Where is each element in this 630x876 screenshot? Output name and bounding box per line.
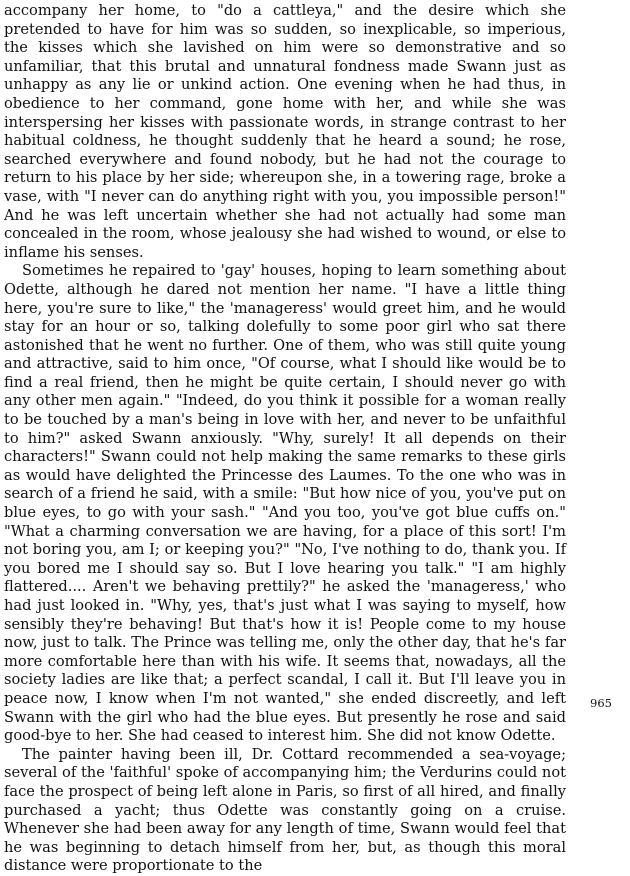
paragraph-3: The painter having been ill, Dr. Cottard recommended a sea-voyage; several of the 'faithful' spoke of accompanying him; the Verdurins could not face the prospect of being left alone in Paris, so first of all hired, and finally purchased a yacht; thus Odette was constantly going on a cruise. Whenever she had been away for any length of time, Swann would feel that he was beginning to detach himself from her, but, as though this moral distance were proportionate to the (4, 745, 566, 875)
paragraph-1: accompany her home, to "do a cattleya," and the desire which she pretended to have for him was so sudden, so inexplicable, so imperious, the kisses which she lavished on him were so demonstrative and so unfamiliar, that this brutal and unnatural fondness made Swann just as unhappy as any lie or unkind action. One evening when he had thus, in obedience to her command, gone home with her, and while she was interspersing her kisses with passionate words, in strange contrast to her habitual coldness, he thought suddenly that he heard a sound; he rose, searched everywhere and found nobody, but he had not the courage to return to his place by her side; whereupon she, in a towering rage, broke a vase, with "I never can do anything right with you, you impossible person!" And he was left uncertain whether she had not actually had some man concealed in the room, whose jealousy she had wished to wound, or else to inflame his senses. (4, 2, 566, 261)
paragraph-2: Sometimes he repaired to 'gay' houses, hoping to learn something about Odette, although he dared not mention her name. "I have a little thing here, you're sure to like," the 'manageress' would greet him, and he would stay for an hour or so, talking dolefully to some poor girl who sat there astonished that he went no further. One of them, who was still quite young and attractive, said to him once, "Of course, what I should like would be to find a real friend, then he might be quite certain, I should never go with any other men again." "Indeed, do you think it possible for a woman really to be touched by a man's being in love with her, and never to be unfaithful to him?" asked Swann anxiously. "Why, surely! It all depends on their characters!" Swann could not help making the same remarks to these girls as would have delighted the Princesse des Laumes. To the one who was in search of a friend he said, with a smile: "But how nice of you, you've put on blue eyes, to go with your sash." "And you too, you've got blue cuffs on." "What a charming conversation we are having, for a place of this sort! I'm not boring you, am I; or keeping you?" "No, I've nothing to do, thank you. If you bored me I should say so. But I love hearing you talk." "I am highly flattered.... Aren't we behaving prettily?" he asked the 'manageress,' who had just looked in. "Why, yes, that's just what I was saying to myself, how sensibly they're behaving! But that's how it is! People come to my house now, just to talk. The Prince was telling me, only the other day, that he's far more comfortable here than with his wife. It seems that, nowadays, all the society ladies are like that; a perfect scandal, I call it. But I'll leave you in peace now, I know when I'm not wanted," she ended discreetly, and left Swann with the girl who had the blue eyes. But presently he rose and said good-bye to her. She had ceased to interest him. She did not know Odette. (4, 262, 566, 745)
page-number: 965 (590, 696, 612, 710)
page-text (4, 2, 566, 876)
